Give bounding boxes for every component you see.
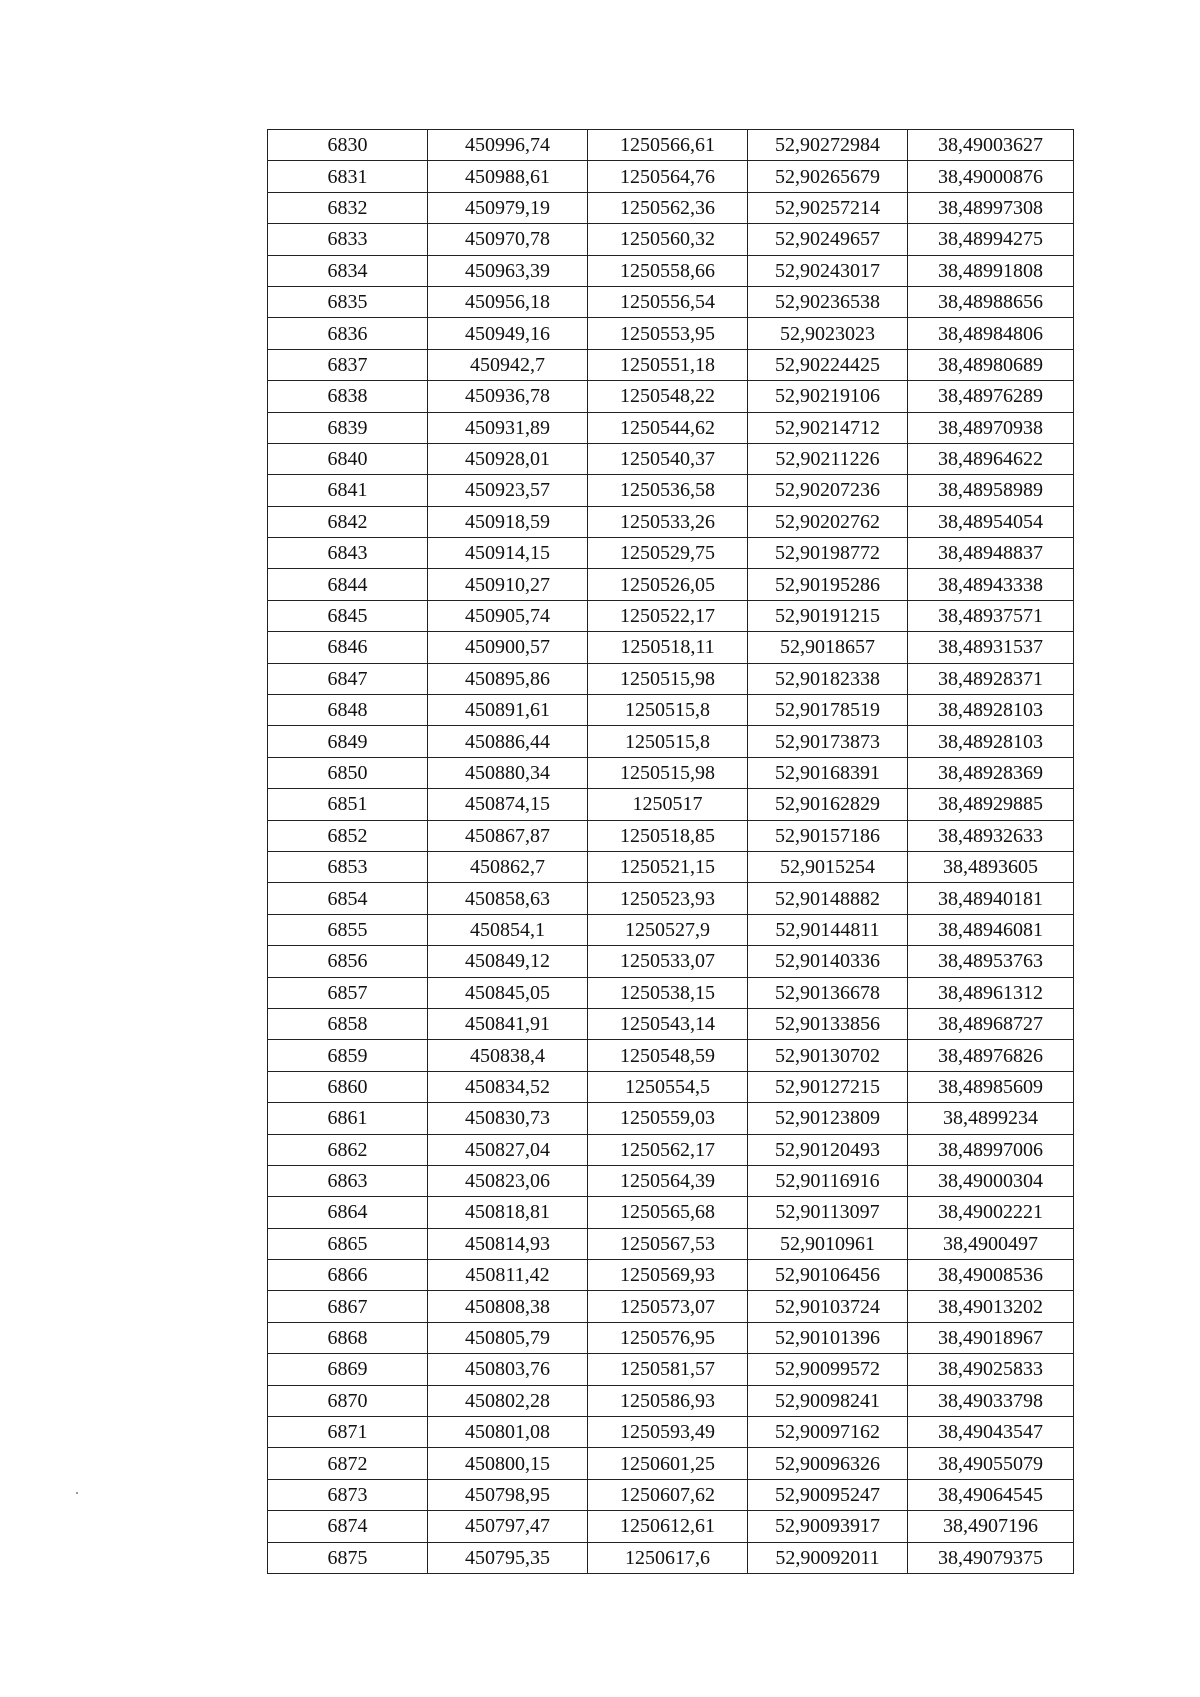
latitude-cell: 52,90202762 (748, 506, 908, 537)
latitude-cell: 52,90211226 (748, 443, 908, 474)
table-row (268, 1322, 1074, 1353)
table-row (268, 569, 1074, 600)
x-coordinate-cell: 450918,59 (428, 506, 588, 537)
point-number-cell: 6846 (268, 632, 428, 663)
x-coordinate-cell: 450905,74 (428, 600, 588, 631)
latitude-cell: 52,9010961 (748, 1228, 908, 1259)
latitude-cell: 52,90173873 (748, 726, 908, 757)
x-coordinate-cell: 450830,73 (428, 1103, 588, 1134)
point-number-cell: 6859 (268, 1040, 428, 1071)
point-number-cell: 6870 (268, 1385, 428, 1416)
table-row (268, 1417, 1074, 1448)
point-number-cell: 6834 (268, 255, 428, 286)
latitude-cell: 52,90095247 (748, 1479, 908, 1510)
latitude-cell: 52,90123809 (748, 1103, 908, 1134)
coordinates-table (267, 129, 1074, 1574)
table-row (268, 1542, 1074, 1573)
latitude-cell: 52,90157186 (748, 820, 908, 851)
x-coordinate-cell: 450931,89 (428, 412, 588, 443)
table-row (268, 538, 1074, 569)
point-number-cell: 6836 (268, 318, 428, 349)
point-number-cell: 6835 (268, 286, 428, 317)
table-row (268, 224, 1074, 255)
y-coordinate-cell: 1250529,75 (588, 538, 748, 569)
point-number-cell: 6863 (268, 1165, 428, 1196)
x-coordinate-cell: 450827,04 (428, 1134, 588, 1165)
longitude-cell: 38,48980689 (908, 349, 1074, 380)
longitude-cell: 38,4907196 (908, 1511, 1074, 1542)
x-coordinate-cell: 450802,28 (428, 1385, 588, 1416)
longitude-cell: 38,48997308 (908, 192, 1074, 223)
table-row (268, 977, 1074, 1008)
y-coordinate-cell: 1250515,98 (588, 663, 748, 694)
point-number-cell: 6861 (268, 1103, 428, 1134)
longitude-cell: 38,48994275 (908, 224, 1074, 255)
table-row (268, 443, 1074, 474)
latitude-cell: 52,90265679 (748, 161, 908, 192)
table-row (268, 1228, 1074, 1259)
x-coordinate-cell: 450900,57 (428, 632, 588, 663)
longitude-cell: 38,48970938 (908, 412, 1074, 443)
latitude-cell: 52,90140336 (748, 946, 908, 977)
y-coordinate-cell: 1250569,93 (588, 1260, 748, 1291)
x-coordinate-cell: 450798,95 (428, 1479, 588, 1510)
latitude-cell: 52,90127215 (748, 1071, 908, 1102)
point-number-cell: 6840 (268, 443, 428, 474)
longitude-cell: 38,48988656 (908, 286, 1074, 317)
y-coordinate-cell: 1250612,61 (588, 1511, 748, 1542)
latitude-cell: 52,90116916 (748, 1165, 908, 1196)
x-coordinate-cell: 450923,57 (428, 475, 588, 506)
y-coordinate-cell: 1250526,05 (588, 569, 748, 600)
table-row (268, 506, 1074, 537)
y-coordinate-cell: 1250533,07 (588, 946, 748, 977)
table-row (268, 789, 1074, 820)
table-row (268, 1511, 1074, 1542)
point-number-cell: 6850 (268, 757, 428, 788)
point-number-cell: 6842 (268, 506, 428, 537)
point-number-cell: 6853 (268, 851, 428, 882)
y-coordinate-cell: 1250564,76 (588, 161, 748, 192)
latitude-cell: 52,90162829 (748, 789, 908, 820)
longitude-cell: 38,48937571 (908, 600, 1074, 631)
x-coordinate-cell: 450936,78 (428, 381, 588, 412)
table-row (268, 1385, 1074, 1416)
x-coordinate-cell: 450996,74 (428, 130, 588, 161)
x-coordinate-cell: 450805,79 (428, 1322, 588, 1353)
latitude-cell: 52,90120493 (748, 1134, 908, 1165)
y-coordinate-cell: 1250527,9 (588, 914, 748, 945)
y-coordinate-cell: 1250554,5 (588, 1071, 748, 1102)
x-coordinate-cell: 450910,27 (428, 569, 588, 600)
point-number-cell: 6848 (268, 695, 428, 726)
y-coordinate-cell: 1250523,93 (588, 883, 748, 914)
y-coordinate-cell: 1250617,6 (588, 1542, 748, 1573)
latitude-cell: 52,90236538 (748, 286, 908, 317)
x-coordinate-cell: 450811,42 (428, 1260, 588, 1291)
table-row (268, 883, 1074, 914)
y-coordinate-cell: 1250544,62 (588, 412, 748, 443)
table-row (268, 161, 1074, 192)
longitude-cell: 38,48943338 (908, 569, 1074, 600)
longitude-cell: 38,49079375 (908, 1542, 1074, 1573)
longitude-cell: 38,48948837 (908, 538, 1074, 569)
point-number-cell: 6866 (268, 1260, 428, 1291)
point-number-cell: 6843 (268, 538, 428, 569)
y-coordinate-cell: 1250533,26 (588, 506, 748, 537)
x-coordinate-cell: 450858,63 (428, 883, 588, 914)
y-coordinate-cell: 1250560,32 (588, 224, 748, 255)
x-coordinate-cell: 450949,16 (428, 318, 588, 349)
x-coordinate-cell: 450891,61 (428, 695, 588, 726)
x-coordinate-cell: 450979,19 (428, 192, 588, 223)
longitude-cell: 38,49043547 (908, 1417, 1074, 1448)
longitude-cell: 38,4899234 (908, 1103, 1074, 1134)
y-coordinate-cell: 1250515,8 (588, 726, 748, 757)
table-row (268, 1103, 1074, 1134)
point-number-cell: 6837 (268, 349, 428, 380)
point-number-cell: 6872 (268, 1448, 428, 1479)
latitude-cell: 52,90257214 (748, 192, 908, 223)
table-row (268, 1040, 1074, 1071)
longitude-cell: 38,49002221 (908, 1197, 1074, 1228)
point-number-cell: 6857 (268, 977, 428, 1008)
x-coordinate-cell: 450834,52 (428, 1071, 588, 1102)
table-row (268, 381, 1074, 412)
longitude-cell: 38,48984806 (908, 318, 1074, 349)
x-coordinate-cell: 450963,39 (428, 255, 588, 286)
y-coordinate-cell: 1250522,17 (588, 600, 748, 631)
y-coordinate-cell: 1250518,11 (588, 632, 748, 663)
scan-speck (76, 1492, 78, 1494)
table-row (268, 1197, 1074, 1228)
table-row (268, 475, 1074, 506)
latitude-cell: 52,90219106 (748, 381, 908, 412)
table-row (268, 820, 1074, 851)
longitude-cell: 38,49000304 (908, 1165, 1074, 1196)
y-coordinate-cell: 1250521,15 (588, 851, 748, 882)
table-row (268, 1165, 1074, 1196)
x-coordinate-cell: 450956,18 (428, 286, 588, 317)
point-number-cell: 6833 (268, 224, 428, 255)
table-row (268, 130, 1074, 161)
latitude-cell: 52,90096326 (748, 1448, 908, 1479)
point-number-cell: 6845 (268, 600, 428, 631)
point-number-cell: 6871 (268, 1417, 428, 1448)
longitude-cell: 38,48961312 (908, 977, 1074, 1008)
y-coordinate-cell: 1250548,22 (588, 381, 748, 412)
latitude-cell: 52,90101396 (748, 1322, 908, 1353)
point-number-cell: 6847 (268, 663, 428, 694)
x-coordinate-cell: 450838,4 (428, 1040, 588, 1071)
y-coordinate-cell: 1250576,95 (588, 1322, 748, 1353)
table-row (268, 286, 1074, 317)
longitude-cell: 38,49033798 (908, 1385, 1074, 1416)
x-coordinate-cell: 450862,7 (428, 851, 588, 882)
x-coordinate-cell: 450823,06 (428, 1165, 588, 1196)
point-number-cell: 6862 (268, 1134, 428, 1165)
y-coordinate-cell: 1250607,62 (588, 1479, 748, 1510)
x-coordinate-cell: 450942,7 (428, 349, 588, 380)
point-number-cell: 6854 (268, 883, 428, 914)
longitude-cell: 38,48985609 (908, 1071, 1074, 1102)
longitude-cell: 38,48931537 (908, 632, 1074, 663)
latitude-cell: 52,90214712 (748, 412, 908, 443)
longitude-cell: 38,4900497 (908, 1228, 1074, 1259)
y-coordinate-cell: 1250558,66 (588, 255, 748, 286)
point-number-cell: 6831 (268, 161, 428, 192)
table-row (268, 255, 1074, 286)
latitude-cell: 52,90130702 (748, 1040, 908, 1071)
x-coordinate-cell: 450841,91 (428, 1008, 588, 1039)
point-number-cell: 6841 (268, 475, 428, 506)
table-row (268, 1354, 1074, 1385)
longitude-cell: 38,48929885 (908, 789, 1074, 820)
table-row (268, 1008, 1074, 1039)
longitude-cell: 38,49025833 (908, 1354, 1074, 1385)
y-coordinate-cell: 1250593,49 (588, 1417, 748, 1448)
point-number-cell: 6867 (268, 1291, 428, 1322)
longitude-cell: 38,48928369 (908, 757, 1074, 788)
longitude-cell: 38,48968727 (908, 1008, 1074, 1039)
x-coordinate-cell: 450854,1 (428, 914, 588, 945)
latitude-cell: 52,90136678 (748, 977, 908, 1008)
longitude-cell: 38,49000876 (908, 161, 1074, 192)
longitude-cell: 38,49055079 (908, 1448, 1074, 1479)
y-coordinate-cell: 1250567,53 (588, 1228, 748, 1259)
latitude-cell: 52,90182338 (748, 663, 908, 694)
latitude-cell: 52,90144811 (748, 914, 908, 945)
latitude-cell: 52,90272984 (748, 130, 908, 161)
y-coordinate-cell: 1250551,18 (588, 349, 748, 380)
latitude-cell: 52,90097162 (748, 1417, 908, 1448)
point-number-cell: 6864 (268, 1197, 428, 1228)
latitude-cell: 52,9018657 (748, 632, 908, 663)
y-coordinate-cell: 1250543,14 (588, 1008, 748, 1039)
table-row (268, 757, 1074, 788)
x-coordinate-cell: 450867,87 (428, 820, 588, 851)
x-coordinate-cell: 450800,15 (428, 1448, 588, 1479)
table-row (268, 851, 1074, 882)
table-row (268, 412, 1074, 443)
latitude-cell: 52,90224425 (748, 349, 908, 380)
longitude-cell: 38,48940181 (908, 883, 1074, 914)
y-coordinate-cell: 1250559,03 (588, 1103, 748, 1134)
latitude-cell: 52,90092011 (748, 1542, 908, 1573)
longitude-cell: 38,49064545 (908, 1479, 1074, 1510)
longitude-cell: 38,48954054 (908, 506, 1074, 537)
table-row (268, 1479, 1074, 1510)
point-number-cell: 6874 (268, 1511, 428, 1542)
y-coordinate-cell: 1250540,37 (588, 443, 748, 474)
x-coordinate-cell: 450801,08 (428, 1417, 588, 1448)
table-row (268, 1260, 1074, 1291)
table-row (268, 663, 1074, 694)
table-row (268, 1448, 1074, 1479)
x-coordinate-cell: 450845,05 (428, 977, 588, 1008)
longitude-cell: 38,49008536 (908, 1260, 1074, 1291)
table-row (268, 914, 1074, 945)
latitude-cell: 52,90195286 (748, 569, 908, 600)
table-row (268, 1291, 1074, 1322)
x-coordinate-cell: 450970,78 (428, 224, 588, 255)
point-number-cell: 6830 (268, 130, 428, 161)
y-coordinate-cell: 1250556,54 (588, 286, 748, 317)
latitude-cell: 52,90207236 (748, 475, 908, 506)
x-coordinate-cell: 450914,15 (428, 538, 588, 569)
x-coordinate-cell: 450874,15 (428, 789, 588, 820)
x-coordinate-cell: 450849,12 (428, 946, 588, 977)
latitude-cell: 52,90198772 (748, 538, 908, 569)
latitude-cell: 52,90099572 (748, 1354, 908, 1385)
longitude-cell: 38,4893605 (908, 851, 1074, 882)
longitude-cell: 38,49013202 (908, 1291, 1074, 1322)
latitude-cell: 52,90113097 (748, 1197, 908, 1228)
y-coordinate-cell: 1250518,85 (588, 820, 748, 851)
point-number-cell: 6855 (268, 914, 428, 945)
latitude-cell: 52,90243017 (748, 255, 908, 286)
point-number-cell: 6851 (268, 789, 428, 820)
table-row (268, 946, 1074, 977)
latitude-cell: 52,90133856 (748, 1008, 908, 1039)
y-coordinate-cell: 1250581,57 (588, 1354, 748, 1385)
latitude-cell: 52,90168391 (748, 757, 908, 788)
longitude-cell: 38,48958989 (908, 475, 1074, 506)
y-coordinate-cell: 1250601,25 (588, 1448, 748, 1479)
point-number-cell: 6869 (268, 1354, 428, 1385)
x-coordinate-cell: 450880,34 (428, 757, 588, 788)
y-coordinate-cell: 1250515,8 (588, 695, 748, 726)
longitude-cell: 38,48976826 (908, 1040, 1074, 1071)
y-coordinate-cell: 1250538,15 (588, 977, 748, 1008)
longitude-cell: 38,48964622 (908, 443, 1074, 474)
point-number-cell: 6838 (268, 381, 428, 412)
longitude-cell: 38,48953763 (908, 946, 1074, 977)
x-coordinate-cell: 450818,81 (428, 1197, 588, 1228)
point-number-cell: 6844 (268, 569, 428, 600)
table-row (268, 726, 1074, 757)
x-coordinate-cell: 450795,35 (428, 1542, 588, 1573)
x-coordinate-cell: 450808,38 (428, 1291, 588, 1322)
longitude-cell: 38,49018967 (908, 1322, 1074, 1353)
table-row (268, 1071, 1074, 1102)
x-coordinate-cell: 450988,61 (428, 161, 588, 192)
y-coordinate-cell: 1250548,59 (588, 1040, 748, 1071)
table-row (268, 632, 1074, 663)
latitude-cell: 52,90103724 (748, 1291, 908, 1322)
table-row (268, 192, 1074, 223)
point-number-cell: 6856 (268, 946, 428, 977)
longitude-cell: 38,48991808 (908, 255, 1074, 286)
longitude-cell: 38,48946081 (908, 914, 1074, 945)
longitude-cell: 38,48997006 (908, 1134, 1074, 1165)
longitude-cell: 38,48932633 (908, 820, 1074, 851)
point-number-cell: 6852 (268, 820, 428, 851)
longitude-cell: 38,49003627 (908, 130, 1074, 161)
x-coordinate-cell: 450928,01 (428, 443, 588, 474)
longitude-cell: 38,48928103 (908, 726, 1074, 757)
x-coordinate-cell: 450886,44 (428, 726, 588, 757)
point-number-cell: 6839 (268, 412, 428, 443)
y-coordinate-cell: 1250573,07 (588, 1291, 748, 1322)
table-row (268, 600, 1074, 631)
point-number-cell: 6860 (268, 1071, 428, 1102)
y-coordinate-cell: 1250517 (588, 789, 748, 820)
y-coordinate-cell: 1250564,39 (588, 1165, 748, 1196)
table-row (268, 349, 1074, 380)
latitude-cell: 52,90178519 (748, 695, 908, 726)
table-row (268, 1134, 1074, 1165)
point-number-cell: 6868 (268, 1322, 428, 1353)
latitude-cell: 52,90249657 (748, 224, 908, 255)
latitude-cell: 52,90106456 (748, 1260, 908, 1291)
latitude-cell: 52,9023023 (748, 318, 908, 349)
point-number-cell: 6875 (268, 1542, 428, 1573)
latitude-cell: 52,90093917 (748, 1511, 908, 1542)
point-number-cell: 6858 (268, 1008, 428, 1039)
latitude-cell: 52,9015254 (748, 851, 908, 882)
point-number-cell: 6849 (268, 726, 428, 757)
y-coordinate-cell: 1250553,95 (588, 318, 748, 349)
y-coordinate-cell: 1250562,36 (588, 192, 748, 223)
point-number-cell: 6832 (268, 192, 428, 223)
longitude-cell: 38,48928103 (908, 695, 1074, 726)
latitude-cell: 52,90148882 (748, 883, 908, 914)
table-row (268, 318, 1074, 349)
point-number-cell: 6873 (268, 1479, 428, 1510)
point-number-cell: 6865 (268, 1228, 428, 1259)
x-coordinate-cell: 450803,76 (428, 1354, 588, 1385)
x-coordinate-cell: 450814,93 (428, 1228, 588, 1259)
x-coordinate-cell: 450895,86 (428, 663, 588, 694)
coordinates-table-body (268, 130, 1074, 1574)
y-coordinate-cell: 1250566,61 (588, 130, 748, 161)
y-coordinate-cell: 1250536,58 (588, 475, 748, 506)
latitude-cell: 52,90191215 (748, 600, 908, 631)
y-coordinate-cell: 1250565,68 (588, 1197, 748, 1228)
latitude-cell: 52,90098241 (748, 1385, 908, 1416)
table-row (268, 695, 1074, 726)
longitude-cell: 38,48928371 (908, 663, 1074, 694)
y-coordinate-cell: 1250586,93 (588, 1385, 748, 1416)
y-coordinate-cell: 1250515,98 (588, 757, 748, 788)
x-coordinate-cell: 450797,47 (428, 1511, 588, 1542)
y-coordinate-cell: 1250562,17 (588, 1134, 748, 1165)
longitude-cell: 38,48976289 (908, 381, 1074, 412)
